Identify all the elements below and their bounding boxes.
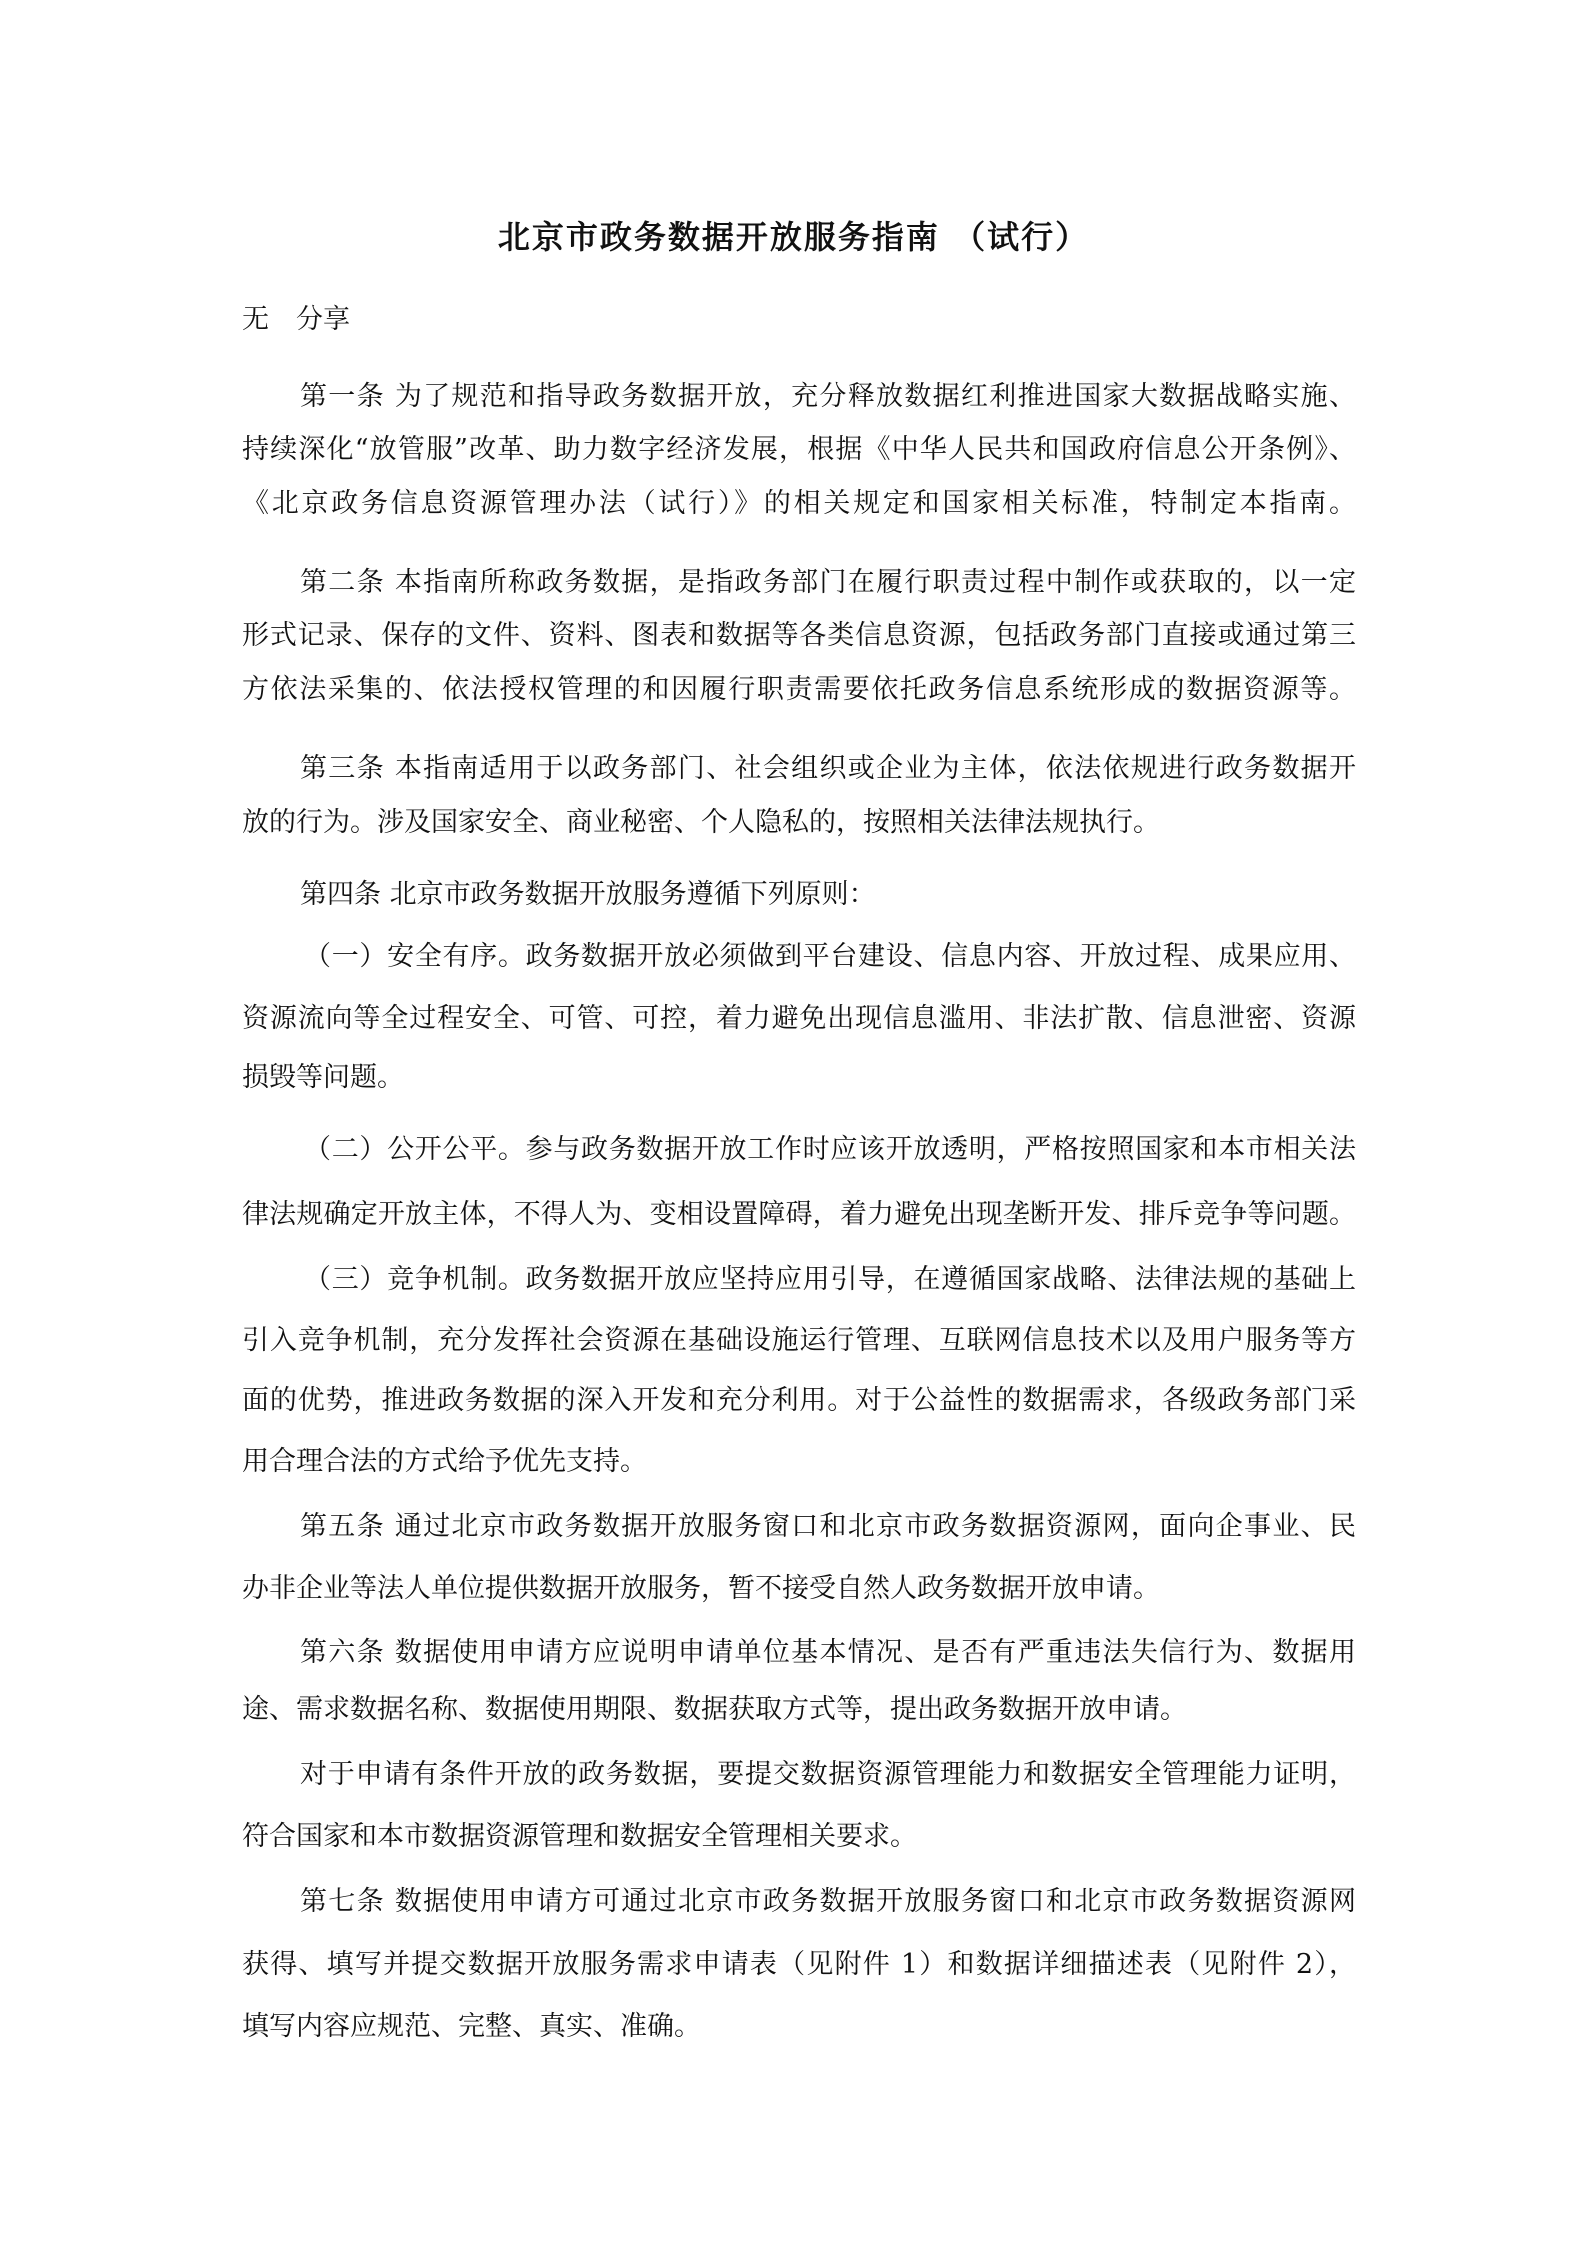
paragraph-line: 用合理合法的方式给予优先支持。 [242, 1446, 647, 1477]
paragraph-line: 资源流向等全过程安全、可管、可控，着力避免出现信息滥用、非法扩散、信息泄密、资源 [242, 1003, 1356, 1034]
paragraph-line: 途、需求数据名称、数据使用期限、数据获取方式等，提出政务数据开放申请。 [242, 1694, 1187, 1725]
paragraph-line: 第六条 数据使用申请方应说明申请单位基本情况、是否有严重违法失信行为、数据用 [300, 1637, 1356, 1668]
paragraph-line: 第一条 为了规范和指导政务数据开放，充分释放数据红利推进国家大数据战略实施、 [300, 381, 1356, 412]
paragraph-line: 面的优势，推进政务数据的深入开发和充分利用。对于公益性的数据需求，各级政务部门采 [242, 1385, 1356, 1416]
paragraph-line: （一）安全有序。政务数据开放必须做到平台建设、信息内容、开放过程、成果应用、 [304, 941, 1356, 972]
paragraph-line: 填写内容应规范、完整、真实、准确。 [242, 2011, 701, 2042]
paragraph-line: 形式记录、保存的文件、资料、图表和数据等各类信息资源，包括政务部门直接或通过第三 [242, 620, 1356, 651]
paragraph-line: （三）竞争机制。政务数据开放应坚持应用引导，在遵循国家战略、法律法规的基础上 [304, 1264, 1356, 1295]
document-title: 北京市政务数据开放服务指南 （试行） [497, 218, 1090, 256]
paragraph-line: 损毁等问题。 [242, 1062, 404, 1093]
paragraph-line: 引入竞争机制，充分发挥社会资源在基础设施运行管理、互联网信息技术以及用户服务等方 [242, 1325, 1356, 1356]
paragraph-line: 获得、填写并提交数据开放服务需求申请表（见附件 1）和数据详细描述表（见附件 2）， [242, 1949, 1356, 1980]
paragraph-line: 办非企业等法人单位提供数据开放服务，暂不接受自然人政务数据开放申请。 [242, 1573, 1160, 1604]
paragraph-line: 律法规确定开放主体，不得人为、变相设置障碍，着力避免出现垄断开发、排斥竞争等问题。 [242, 1199, 1356, 1230]
document-meta: 无 分享 [242, 304, 350, 335]
paragraph-line: 第二条 本指南所称政务数据，是指政务部门在履行职责过程中制作或获取的，以一定 [300, 567, 1356, 598]
paragraph-line: 方依法采集的、依法授权管理的和因履行职责需要依托政务信息系统形成的数据资源等。 [242, 674, 1356, 705]
paragraph-line: 放的行为。涉及国家安全、商业秘密、个人隐私的，按照相关法律法规执行。 [242, 807, 1160, 838]
paragraph-line: （二）公开公平。参与政务数据开放工作时应该开放透明，严格按照国家和本市相关法 [304, 1134, 1356, 1165]
paragraph-line: 持续深化“放管服”改革、助力数字经济发展，根据《中华人民共和国政府信息公开条例》、 [242, 434, 1356, 465]
paragraph-line: 第七条 数据使用申请方可通过北京市政务数据开放服务窗口和北京市政务数据资源网 [300, 1886, 1356, 1917]
paragraph-line: 符合国家和本市数据资源管理和数据安全管理相关要求。 [242, 1821, 917, 1852]
paragraph-line: 第五条 通过北京市政务数据开放服务窗口和北京市政务数据资源网，面向企事业、民 [300, 1511, 1356, 1542]
paragraph-line: 第四条 北京市政务数据开放服务遵循下列原则： [300, 879, 876, 910]
paragraph-line: 《北京政务信息资源管理办法（试行）》的相关规定和国家相关标准，特制定本指南。 [242, 488, 1356, 519]
paragraph-line: 第三条 本指南适用于以政务部门、社会组织或企业为主体，依法依规进行政务数据开 [300, 753, 1356, 784]
paragraph-line: 对于申请有条件开放的政务数据，要提交数据资源管理能力和数据安全管理能力证明， [300, 1759, 1356, 1790]
